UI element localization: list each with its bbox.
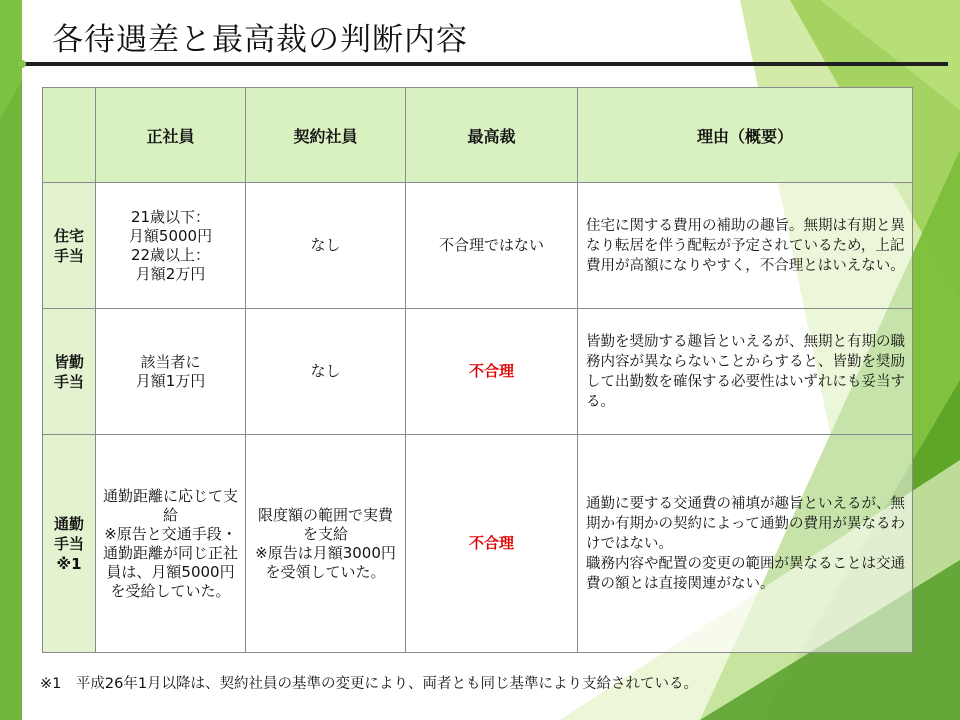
header-cell-reason: 理由（概要） xyxy=(578,88,913,183)
cell-reason-attendance: 皆勤を奨励する趣旨といえるが、無期と有期の職務内容が異ならないことからすると、皆勤を奨励して出勤数を確保する必要性はいずれにも妥当する。 xyxy=(578,309,913,435)
title-bullet xyxy=(18,60,26,68)
title-underline xyxy=(22,62,948,66)
cell-contract-housing: なし xyxy=(246,183,406,309)
cell-regular-housing: 21歳以下： 月額5000円 22歳以上： 月額2万円 xyxy=(96,183,246,309)
row-label-housing: 住宅 手当 xyxy=(43,183,96,309)
header-cell-contract: 契約社員 xyxy=(246,88,406,183)
cell-regular-attendance: 該当者に 月額1万円 xyxy=(96,309,246,435)
table-header-row xyxy=(43,88,913,183)
table-row-commuting xyxy=(43,435,913,653)
cell-court-commuting: 不合理 xyxy=(406,435,578,653)
table-row-attendance xyxy=(43,309,913,435)
page-title: 各待遇差と最高裁の判断内容 xyxy=(52,22,468,58)
cell-regular-commuting: 通勤距離に応じて支給 ※原告と交通手段・通勤距離が同じ正社員は、月額5000円を受給していた。 xyxy=(96,435,246,653)
row-label-attendance: 皆勤 手当 xyxy=(43,309,96,435)
cell-court-attendance: 不合理 xyxy=(406,309,578,435)
cell-reason-commuting: 通勤に要する交通費の補填が趣旨といえるが、無期か有期かの契約によって通勤の費用が異なるわけではない。 職務内容や配置の変更の範囲が異なることは交通費の額とは直接関連がない。 xyxy=(578,435,913,653)
header-cell-blank xyxy=(43,88,96,183)
cell-contract-commuting: 限度額の範囲で実費を支給 ※原告は月額3000円を受領していた。 xyxy=(246,435,406,653)
header-cell-supreme-court: 最高裁 xyxy=(406,88,578,183)
cell-contract-attendance: なし xyxy=(246,309,406,435)
comparison-table xyxy=(42,87,913,653)
footnote: ※1 平成26年1月以降は、契約社員の基準の変更により、両者とも同じ基準により支給されている。 xyxy=(40,676,699,692)
row-label-commuting: 通勤 手当 ※1 xyxy=(43,435,96,653)
table-row-housing xyxy=(43,183,913,309)
header-cell-regular: 正社員 xyxy=(96,88,246,183)
cell-court-housing: 不合理ではない xyxy=(406,183,578,309)
cell-reason-housing: 住宅に関する費用の補助の趣旨。無期は有期と異なり転居を伴う配転が予定されているため，上記費用が高額になりやすく，不合理とはいえない。 xyxy=(578,183,913,309)
